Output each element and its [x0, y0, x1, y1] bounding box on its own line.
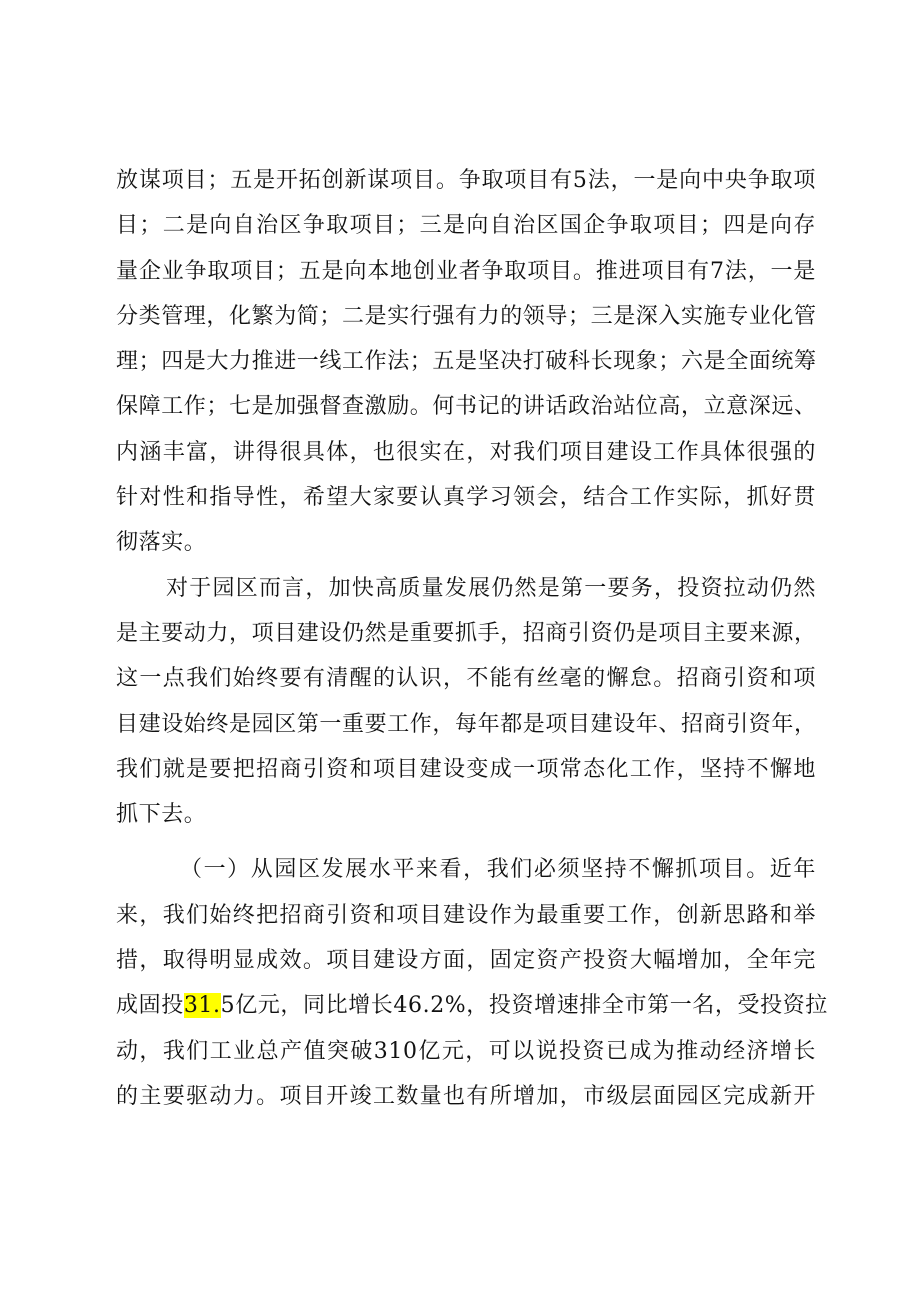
text-line: 措，取得明显成效。项目建设方面，固定资产投资大幅增加，全年完	[116, 948, 816, 974]
text-line: 针对性和指导性，希望大家要认真学习领会，结合工作实际，抓好贯	[116, 485, 816, 511]
text-line: 我们就是要把招商引资和项目建设变成一项常态化工作，坚持不懈地	[116, 756, 816, 782]
text-line: 抓下去。	[116, 802, 207, 828]
document-body	[116, 158, 828, 1119]
text-line	[116, 983, 828, 1028]
text-line: 对于园区而言，加快高质量发展仍然是第一要务，投资拉动仍然	[166, 575, 816, 601]
text-line: 分类管理，化繁为简；二是实行强有力的领导；三是深入实施专业化管	[116, 303, 817, 329]
text-line: 这一点我们始终要有清醒的认识，不能有丝毫的懈怠。招商引资和项	[116, 666, 816, 692]
text-line: 彻落实。	[116, 530, 207, 556]
text-line: 理；四是大力推进一线工作法；五是坚决打破科长现象；六是全面统筹	[116, 349, 817, 375]
text-span: 成固投	[116, 993, 184, 1019]
text-line: 内涵丰富，讲得很具体，也很实在，对我们项目建设工作具体很强的	[116, 439, 816, 465]
text-line: 是主要动力，项目建设仍然是重要抓手，招商引资仍是项目主要来源，	[116, 620, 817, 646]
text-line: 的主要驱动力。项目开竣工数量也有所增加，市级层面园区完成新开	[116, 1083, 816, 1109]
paragraph-1	[116, 158, 816, 566]
text-line: 放谋项目；五是开拓创新谋项目。争取项目有5法，一是向中央争取项	[116, 168, 816, 193]
text-line: 目；二是向自治区争取项目；三是向自治区国企争取项目；四是向存	[116, 213, 816, 239]
text-line: 保障工作；七是加强督查激励。何书记的讲话政治站位高，立意深远、	[116, 394, 817, 420]
paragraph-2	[116, 566, 816, 838]
paragraph-gap	[116, 837, 816, 847]
text-line: 来，我们始终把招商引资和项目建设作为最重要工作，创新思路和举	[116, 902, 816, 928]
paragraph-3	[116, 847, 828, 1119]
highlighted-text: 31.	[183, 993, 221, 1019]
text-span: 5亿元，同比增长46.2%，投资增速排全市第一名，受投资拉	[220, 993, 828, 1019]
text-line: 目建设始终是园区第一重要工作，每年都是项目建设年、招商引资年，	[116, 711, 817, 737]
text-line: （一）从园区发展水平来看，我们必须坚持不懈抓项目。近年	[180, 857, 816, 883]
text-line: 量企业争取项目；五是向本地创业者争取项目。推进项目有7法，一是	[116, 258, 816, 284]
text-line: 动，我们工业总产值突破310亿元，可以说投资已成为推动经济增长	[116, 1038, 816, 1064]
